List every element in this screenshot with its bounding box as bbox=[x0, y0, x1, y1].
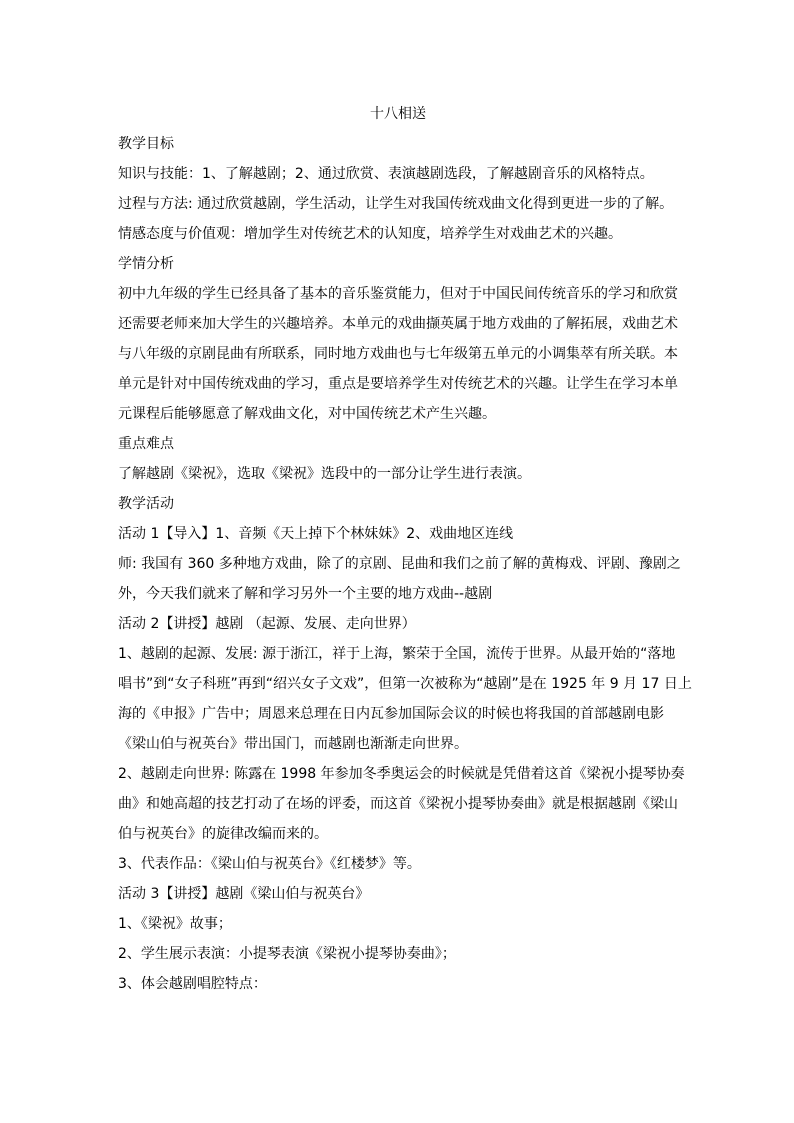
activity-2-item-3: 3、代表作品：《梁山伯与祝英台》《红楼梦》等。 bbox=[118, 856, 421, 872]
activity-2-item-2-line: 伯与祝英台》的旋律改编而来的。 bbox=[118, 826, 328, 842]
analysis-heading: 学情分析 bbox=[118, 256, 174, 272]
activity-2-item-1-line: 1、越剧的起源、发展: 源于浙江，祥于上海，繁荣于全国，流传于世界。从最开始的“落地 bbox=[118, 646, 676, 662]
activity-3-heading: 活动 3【讲授】越剧《梁山伯与祝英台》 bbox=[118, 886, 370, 902]
activity-3-item-2: 2、学生展示表演：小提琴表演《梁祝小提琴协奏曲》； bbox=[118, 946, 456, 962]
goal-knowledge: 知识与技能：1、了解越剧；2、通过欣赏、表演越剧选段，了解越剧音乐的风格特点。 bbox=[118, 166, 654, 182]
analysis-line: 单元是针对中国传统戏曲的学习，重点是要培养学生对传统艺术的兴趣。让学生在学习本单 bbox=[118, 376, 678, 392]
analysis-line: 与八年级的京剧昆曲有所联系，同时地方戏曲也与七年级第五单元的小调集萃有所关联。本 bbox=[118, 346, 678, 362]
goals-heading: 教学目标 bbox=[118, 136, 174, 152]
activity-2-item-1-line: 海的《申报》广告中；周恩来总理在日内瓦参加国际会议的时候也将我国的首部越剧电影 bbox=[118, 706, 664, 722]
analysis-line: 还需要老师来加大学生的兴趣培养。本单元的戏曲撷英属于地方戏曲的了解拓展，戏曲艺术 bbox=[118, 316, 678, 332]
analysis-line: 元课程后能够愿意了解戏曲文化，对中国传统艺术产生兴趣。 bbox=[118, 406, 496, 422]
goal-attitude: 情感态度与价值观：增加学生对传统艺术的认知度，培养学生对戏曲艺术的兴趣。 bbox=[118, 226, 622, 242]
activity-1-heading: 活动 1【导入】1、音频《天上掉下个林妹妹》2、戏曲地区连线 bbox=[118, 526, 514, 542]
activity-3-item-3: 3、体会越剧唱腔特点： bbox=[118, 976, 267, 992]
activity-2-item-2 bbox=[118, 764, 685, 844]
activity-2-item-1-line: 唱书”到“女子科班”再到“绍兴女子文戏”，但第一次被称为“越剧”是在 1925 年 9 月 17 日上 bbox=[118, 676, 692, 692]
activity-3-item-1: 1、《梁祝》故事； bbox=[118, 916, 232, 932]
activities-heading: 教学活动 bbox=[118, 496, 174, 512]
activity-2-item-2-line: 2、越剧走向世界: 陈露在 1998 年参加冬季奥运会的时候就是凭借着这首《梁祝小提琴协奏 bbox=[118, 766, 685, 782]
activity-1-line: 师: 我国有 360 多种地方戏曲，除了的京剧、昆曲和我们之前了解的黄梅戏、评剧、豫剧之 bbox=[118, 556, 681, 572]
analysis-paragraph bbox=[118, 284, 678, 424]
activity-2-item-1-line: 《梁山伯与祝英台》带出国门，而越剧也渐渐走向世界。 bbox=[118, 736, 468, 752]
document-title: 十八相送 bbox=[370, 106, 426, 122]
activity-2-item-1 bbox=[118, 644, 692, 754]
key-text: 了解越剧《梁祝》，选取《梁祝》选段中的一部分让学生进行表演。 bbox=[118, 466, 531, 482]
goal-process: 过程与方法: 通过欣赏越剧，学生活动，让学生对我国传统戏曲文化得到更进一步的了解。 bbox=[118, 196, 674, 212]
activity-2-heading: 活动 2【讲授】越剧 （起源、发展、走向世界） bbox=[118, 616, 416, 632]
activity-1-paragraph bbox=[118, 554, 681, 604]
activity-1-line: 外，今天我们就来了解和学习另外一个主要的地方戏曲--越剧 bbox=[118, 586, 493, 602]
analysis-line: 初中九年级的学生已经具备了基本的音乐鉴赏能力，但对于中国民间传统音乐的学习和欣赏 bbox=[118, 286, 678, 302]
key-heading: 重点难点 bbox=[118, 436, 174, 452]
activity-2-item-2-line: 曲》和她高超的技艺打动了在场的评委，而这首《梁祝小提琴协奏曲》就是根据越剧《梁山 bbox=[118, 796, 678, 812]
document-page bbox=[118, 104, 692, 1004]
